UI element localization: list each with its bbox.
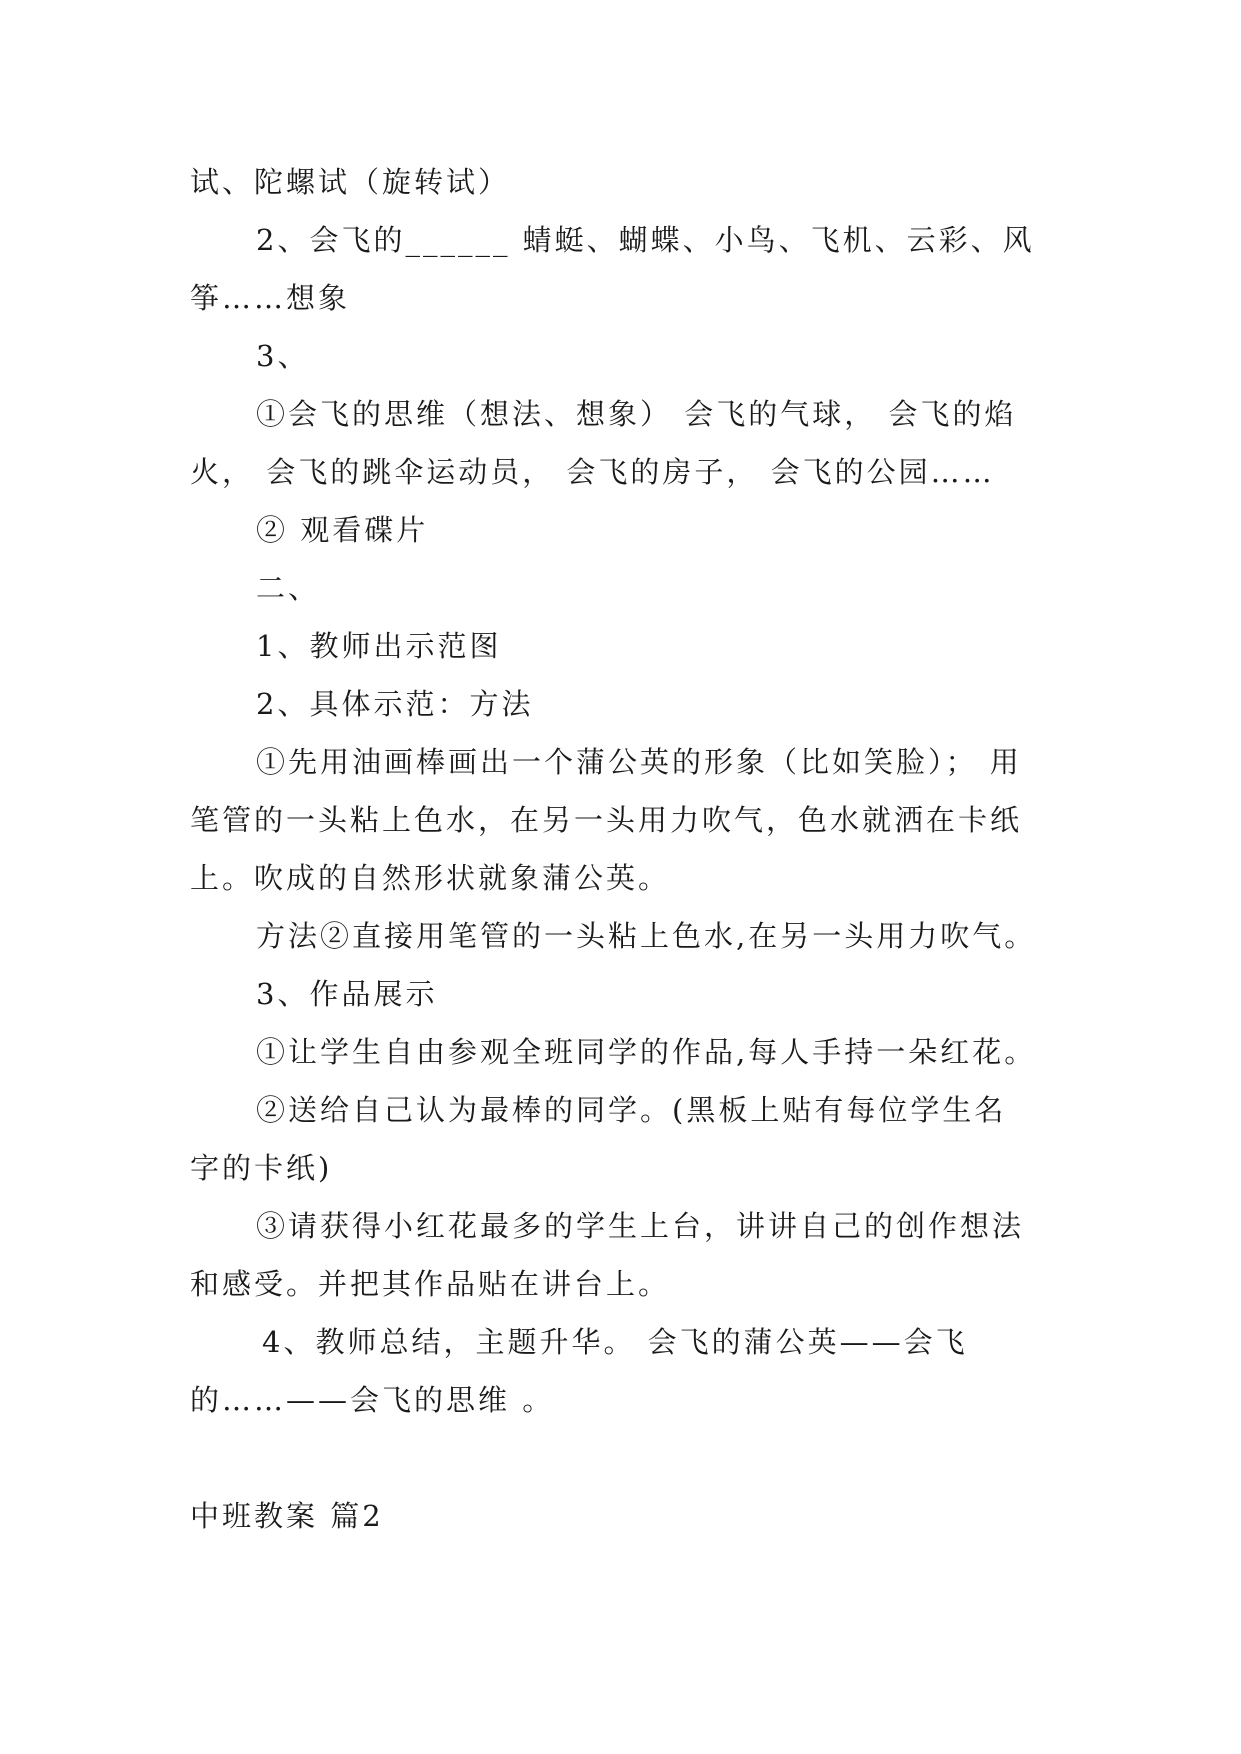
text-line-8: 二、	[256, 571, 321, 605]
text-line-13: 上。吹成的自然形状就象蒲公英。	[190, 861, 671, 895]
text-line-9: 1、教师出示范图	[256, 629, 502, 663]
text-line-21: 4、教师总结，主题升华。 会飞的蒲公英——会飞	[262, 1325, 968, 1359]
text-line-7: ② 观看碟片	[256, 513, 429, 547]
text-line-18: 字的卡纸)	[190, 1151, 333, 1185]
section-heading: 中班教案 篇2	[190, 1499, 384, 1533]
text-line-20: 和感受。并把其作品贴在讲台上。	[190, 1267, 671, 1301]
text-line-11: ①先用油画棒画出一个蒲公英的形象（比如笑脸）； 用	[256, 745, 1022, 779]
text-line-2: 2、会飞的______ 蜻蜓、蝴蝶、小鸟、飞机、云彩、风	[256, 223, 1035, 257]
text-line-5: ①会飞的思维（想法、想象） 会飞的气球， 会飞的焰	[256, 397, 1017, 431]
text-line-14: 方法②直接用笔管的一头粘上色水,在另一头用力吹气。	[256, 919, 1037, 953]
text-line-10: 2、具体示范：方法	[256, 687, 534, 721]
text-line-4: 3、	[256, 339, 310, 373]
text-line-15: 3、作品展示	[256, 977, 438, 1011]
text-line-19: ③请获得小红花最多的学生上台，讲讲自己的创作想法	[256, 1209, 1025, 1243]
text-line-3: 筝……想象	[190, 281, 351, 315]
text-line-17: ②送给自己认为最棒的同学。(黑板上贴有每位学生名	[256, 1093, 1007, 1127]
text-line-6: 火， 会飞的跳伞运动员， 会飞的房子， 会飞的公园……	[190, 455, 995, 489]
text-line-1: 试、陀螺试（旋转试）	[190, 165, 511, 199]
text-line-22: 的……——会飞的思维 。	[190, 1383, 555, 1417]
text-line-12: 笔管的一头粘上色水，在另一头用力吹气，色水就洒在卡纸	[190, 803, 1023, 837]
text-line-16: ①让学生自由参观全班同学的作品,每人手持一朵红花。	[256, 1035, 1037, 1069]
